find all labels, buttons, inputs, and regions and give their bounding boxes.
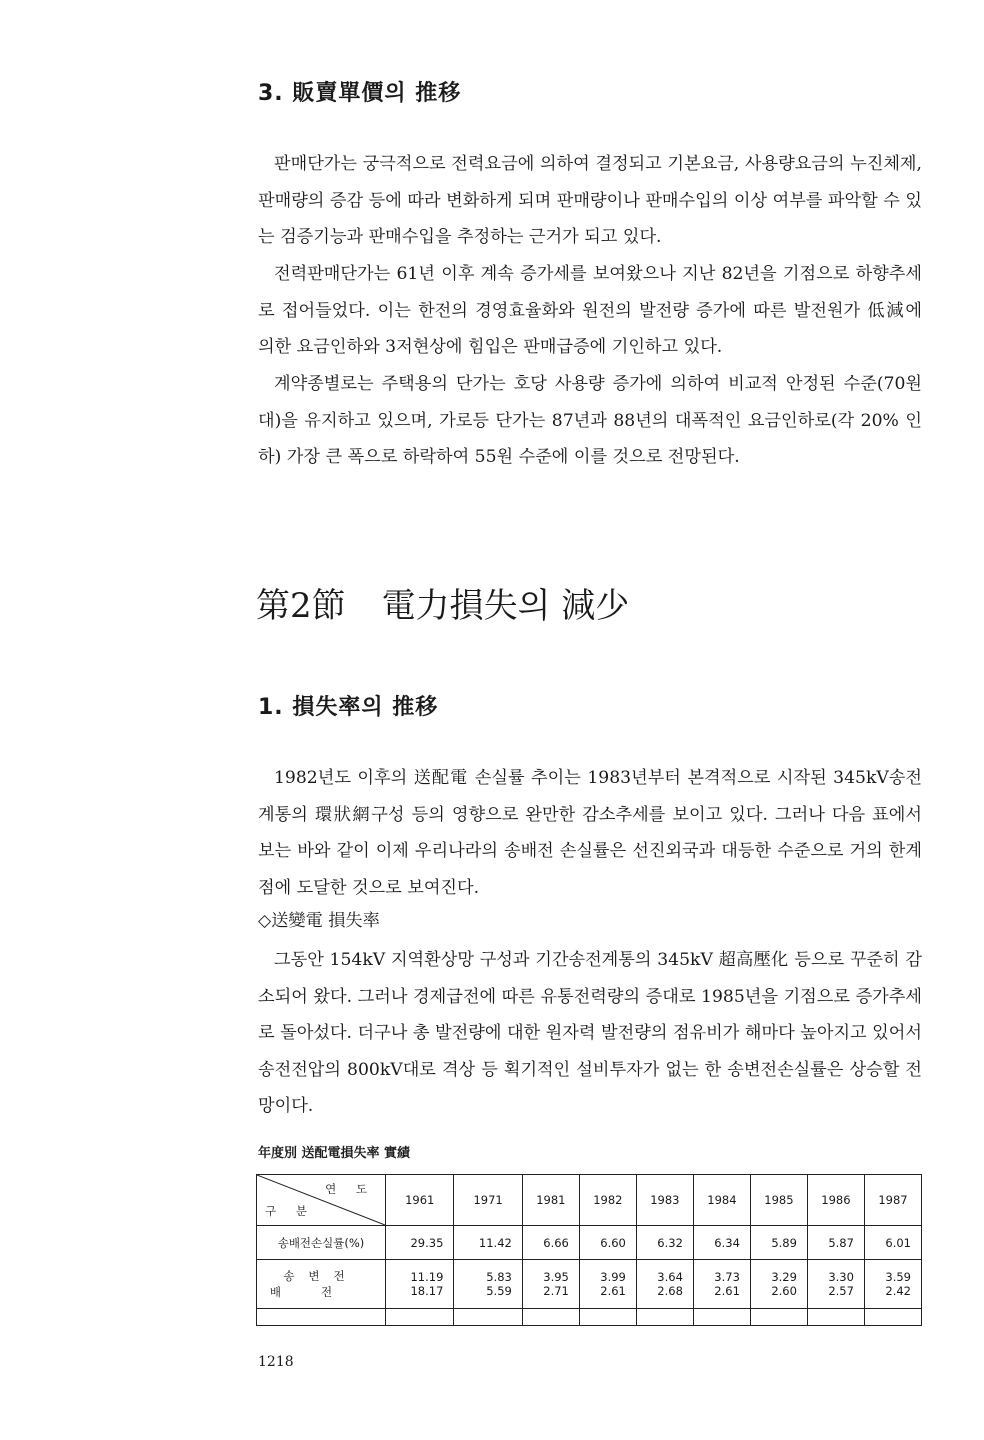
table-row-total-loss (257, 1226, 922, 1260)
year-header-cell: 1981 (522, 1175, 579, 1226)
chapter-heading (256, 578, 629, 627)
row-label: 송변전 (257, 1260, 386, 1285)
table-cell: 3.95 (522, 1260, 579, 1285)
year-header-cell: 1961 (386, 1175, 454, 1226)
table-cell: 2.42 (864, 1284, 921, 1309)
table-cell: 2.71 (522, 1284, 579, 1309)
section-3-heading: 3. 販賣單價의 推移 (258, 81, 462, 106)
year-header-cell: 1984 (693, 1175, 750, 1226)
year-header-cell: 1986 (807, 1175, 864, 1226)
loss-rate-table (256, 1174, 922, 1326)
table-title: 年度別 送配電損失率 實績 (258, 1146, 411, 1161)
subheading-transmission-loss: ◇送變電 損失率 (258, 911, 380, 931)
table-cell: 2.60 (750, 1284, 807, 1309)
table-header-row (257, 1175, 922, 1226)
table-cell: 6.66 (522, 1226, 579, 1260)
year-header-cell: 1987 (864, 1175, 921, 1226)
page-number: 1218 (258, 1354, 294, 1370)
table-cell: 3.59 (864, 1260, 921, 1285)
section-1-paragraph: 1982년도 이후의 送配電 손실률 추이는 1983년부터 본격적으로 시작된 345kV송전계통의 環狀網구성 등의 영향으로 완만한 감소추세를 보이고 있다. 그러나 다음 표에서 보는 바와 같이 이제 우리나라의 송배전 손실률은 선진외국과 대등한 수준으로 거의 한계점에 도달한 것으로 보여진다. (258, 768, 922, 898)
table-cell: 2.68 (636, 1284, 693, 1309)
table-cell: 2.61 (693, 1284, 750, 1309)
header-category-label: 구 분 (265, 1204, 315, 1218)
row-label: 송배전손실률(%) (257, 1226, 386, 1260)
table-cell: 3.30 (807, 1260, 864, 1285)
table-row-distribution (257, 1284, 922, 1309)
table-cell: 6.32 (636, 1226, 693, 1260)
table-cell: 3.73 (693, 1260, 750, 1285)
table-bottom-padding (257, 1309, 922, 1326)
section-3-paragraph-1: 판매단가는 궁극적으로 전력요금에 의하여 결정되고 기본요금, 사용량요금의 누진체제, 판매량의 증감 등에 따라 변화하게 되며 판매량이나 판매수입의 이상 여부를 파악할 수 있는 검증기능과 판매수입을 추정하는 근거가 되고 있다. (258, 154, 922, 247)
table-cell: 3.99 (579, 1260, 636, 1285)
chapter-number: 第2節 (256, 586, 346, 626)
table-row-transmission (257, 1260, 922, 1285)
table-cell: 29.35 (386, 1226, 454, 1260)
table-cell: 5.59 (454, 1284, 522, 1309)
table-cell: 3.29 (750, 1260, 807, 1285)
table-cell: 18.17 (386, 1284, 454, 1309)
chapter-title: 電力損失의 減少 (381, 586, 630, 626)
header-year-label: 연 도 (325, 1182, 375, 1196)
table-cell: 6.60 (579, 1226, 636, 1260)
section-1-subparagraph: 그동안 154kV 지역환상망 구성과 기간송전계통의 345kV 超高壓化 등으로 꾸준히 감소되어 왔다. 그러나 경제급전에 따른 유통전력량의 증대로 1985년을 기점으로 증가추세로 돌아섰다. 더구나 총 발전량에 대한 원자력 발전량의 점유비가 해마다 높아지고 있어서 송전전압의 800kV대로 격상 등 획기적인 설비투자가 없는 한 송변전손실률은 상승할 전망이다. (258, 950, 922, 1116)
table-cell: 2.61 (579, 1284, 636, 1309)
section-1-heading: 1. 損失率의 推移 (258, 695, 439, 720)
section-3-paragraph-2: 전력판매단가는 61년 이후 계속 증가세를 보여왔으나 지난 82년을 기점으로 하향추세로 접어들었다. 이는 한전의 경영효율화와 원전의 발전량 증가에 따른 발전원가 低減에 의한 요금인하와 3저현상에 힘입은 판매급증에 기인하고 있다. (258, 264, 922, 357)
year-header-cell: 1985 (750, 1175, 807, 1226)
year-header-cell: 1983 (636, 1175, 693, 1226)
table-cell: 5.87 (807, 1226, 864, 1260)
year-header-cell: 1982 (579, 1175, 636, 1226)
table-cell: 6.01 (864, 1226, 921, 1260)
table-cell: 5.89 (750, 1226, 807, 1260)
table-cell: 11.42 (454, 1226, 522, 1260)
row-label: 배전 (257, 1284, 386, 1309)
table-cell: 3.64 (636, 1260, 693, 1285)
table-cell: 5.83 (454, 1260, 522, 1285)
table-cell: 2.57 (807, 1284, 864, 1309)
table-corner-cell (257, 1175, 386, 1226)
table-cell: 11.19 (386, 1260, 454, 1285)
year-header-cell: 1971 (454, 1175, 522, 1226)
table-cell: 6.34 (693, 1226, 750, 1260)
section-3-paragraph-3: 계약종별로는 주택용의 단가는 호당 사용량 증가에 의하여 비교적 안정된 수준(70원대)을 유지하고 있으며, 가로등 단가는 87년과 88년의 대폭적인 요금인하로(각 20% 인하) 가장 큰 폭으로 하락하여 55원 수준에 이를 것으로 전망된다. (258, 374, 922, 467)
